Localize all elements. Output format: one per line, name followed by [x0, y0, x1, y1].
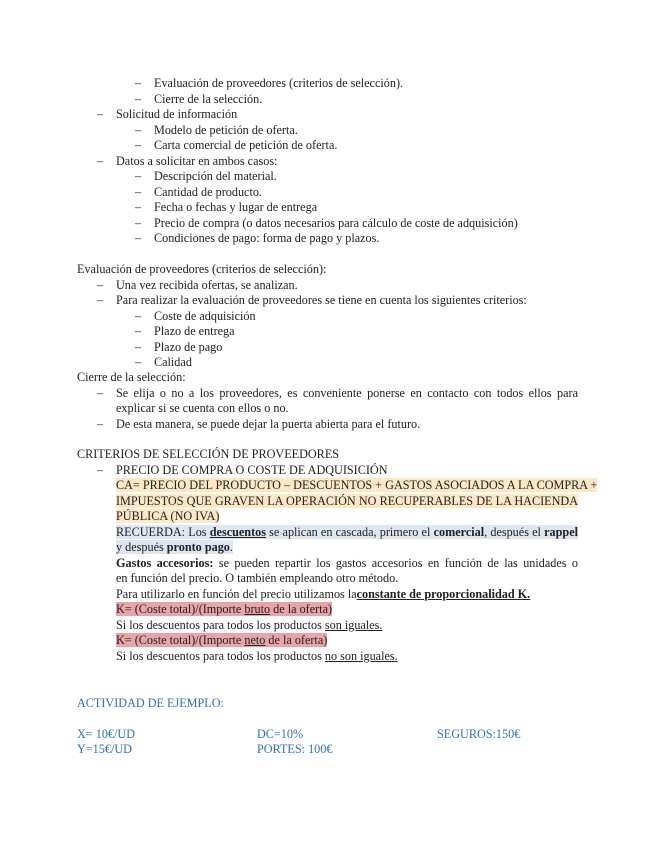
- list-item: Solicitud de información: [116, 107, 238, 121]
- list-item: Datos a solicitar en ambos casos:: [116, 154, 278, 168]
- recuerda-line-2: y después pronto pago.: [116, 540, 233, 554]
- section-heading: CRITERIOS DE SELECCIÓN DE PROVEEDORES: [77, 447, 340, 461]
- dash: –: [135, 123, 142, 137]
- section-heading: Evaluación de proveedores (criterios de selección):: [77, 262, 327, 276]
- criterion-item: Plazo de pago: [154, 340, 223, 354]
- dash: –: [135, 231, 142, 245]
- dash: –: [97, 386, 104, 400]
- dash: –: [135, 200, 142, 214]
- value-dc: DC=10%: [257, 727, 304, 741]
- k-bruto-note: Si los descuentos para todos los productos son iguales.: [116, 617, 383, 632]
- dash: –: [135, 309, 142, 323]
- dash: –: [97, 463, 104, 477]
- para-line: Para utilizarlo en función del precio utilizamos laconstante de proporcionalidad K.: [116, 586, 531, 601]
- dash: –: [135, 92, 142, 106]
- dash: –: [97, 417, 104, 431]
- sub-item: Cierre de la selección.: [154, 92, 263, 106]
- list-item: De esta manera, se puede dejar la puerta abierta para el futuro.: [116, 417, 421, 431]
- sub-item: Fecha o fechas y lugar de entrega: [154, 200, 318, 214]
- value-seguros: SEGUROS:150€: [437, 727, 521, 741]
- ca-formula-line-3: PÚBLICA (NO IVA): [116, 509, 220, 523]
- list-item: Una vez recibida ofertas, se analizan.: [116, 278, 298, 292]
- dash: –: [135, 340, 142, 354]
- k-neto-formula: K= (Coste total)/(Importe neto de la oferta): [116, 633, 328, 647]
- dash: –: [97, 107, 104, 121]
- criterion-item: Calidad: [154, 355, 192, 369]
- dash: –: [135, 355, 142, 369]
- criterion-item: Coste de adquisición: [154, 309, 256, 323]
- activity-heading: ACTIVIDAD DE EJEMPLO:: [77, 696, 224, 710]
- dash: –: [135, 185, 142, 199]
- dash: –: [97, 278, 104, 292]
- sub-item: Cantidad de producto.: [154, 185, 262, 199]
- sub-heading: PRECIO DE COMPRA O COSTE DE ADQUISICIÓN: [116, 463, 388, 477]
- sub-item: Modelo de petición de oferta.: [154, 123, 298, 137]
- list-item: Para realizar la evaluación de proveedores se tiene en cuenta los siguientes criterios:: [116, 293, 527, 307]
- dash: –: [135, 169, 142, 183]
- value-portes: PORTES: 100€: [257, 742, 333, 756]
- k-bruto-formula: K= (Coste total)/(Importe bruto de la oferta): [116, 602, 333, 616]
- dash: –: [135, 324, 142, 338]
- section-heading: Cierre de la selección:: [77, 370, 186, 384]
- dash: –: [97, 293, 104, 307]
- gastos-line-1: Gastos accesorios: se pueden repartir los gastos accesorios en función de las unidades o: [116, 555, 578, 570]
- criteria-body: [116, 478, 598, 664]
- dash: –: [135, 216, 142, 230]
- recuerda-line-1: RECUERDA: Los descuentos se aplican en cascada, primero el comercial, después el rappel: [116, 524, 578, 539]
- sub-item: Carta comercial de petición de oferta.: [154, 138, 338, 152]
- dash: –: [135, 76, 142, 90]
- sub-item: Evaluación de proveedores (criterios de selección).: [154, 76, 404, 90]
- value-y: Y=15€/UD: [77, 742, 132, 756]
- sub-item: Precio de compra (o datos necesarios para cálculo de coste de adquisición): [154, 216, 518, 230]
- closing-item-line-2: explicar si se cuenta con ellos o no.: [116, 401, 289, 415]
- sub-item: Condiciones de pago: forma de pago y plazos.: [154, 231, 380, 245]
- dash: –: [135, 138, 142, 152]
- ca-formula-line-1: CA= PRECIO DEL PRODUCTO – DESCUENTOS + GASTOS ASOCIADOS A LA COMPRA +: [116, 478, 598, 492]
- gastos-line-2: en función del precio. O también empleando otro método.: [116, 571, 399, 585]
- closing-item-line-1: Se elija o no a los proveedores, es conveniente ponerse en contacto con todos ellos para: [116, 386, 578, 400]
- ca-formula-line-2: IMPUESTOS QUE GRAVEN LA OPERACIÓN NO RECUPERABLES DE LA HACIENDA: [116, 493, 578, 508]
- sub-item: Descripción del material.: [154, 169, 277, 183]
- value-x: X= 10€/UD: [77, 727, 135, 741]
- criterion-item: Plazo de entrega: [154, 324, 235, 338]
- k-neto-note: Si los descuentos para todos los productos no son iguales.: [116, 648, 398, 663]
- dash: –: [97, 154, 104, 168]
